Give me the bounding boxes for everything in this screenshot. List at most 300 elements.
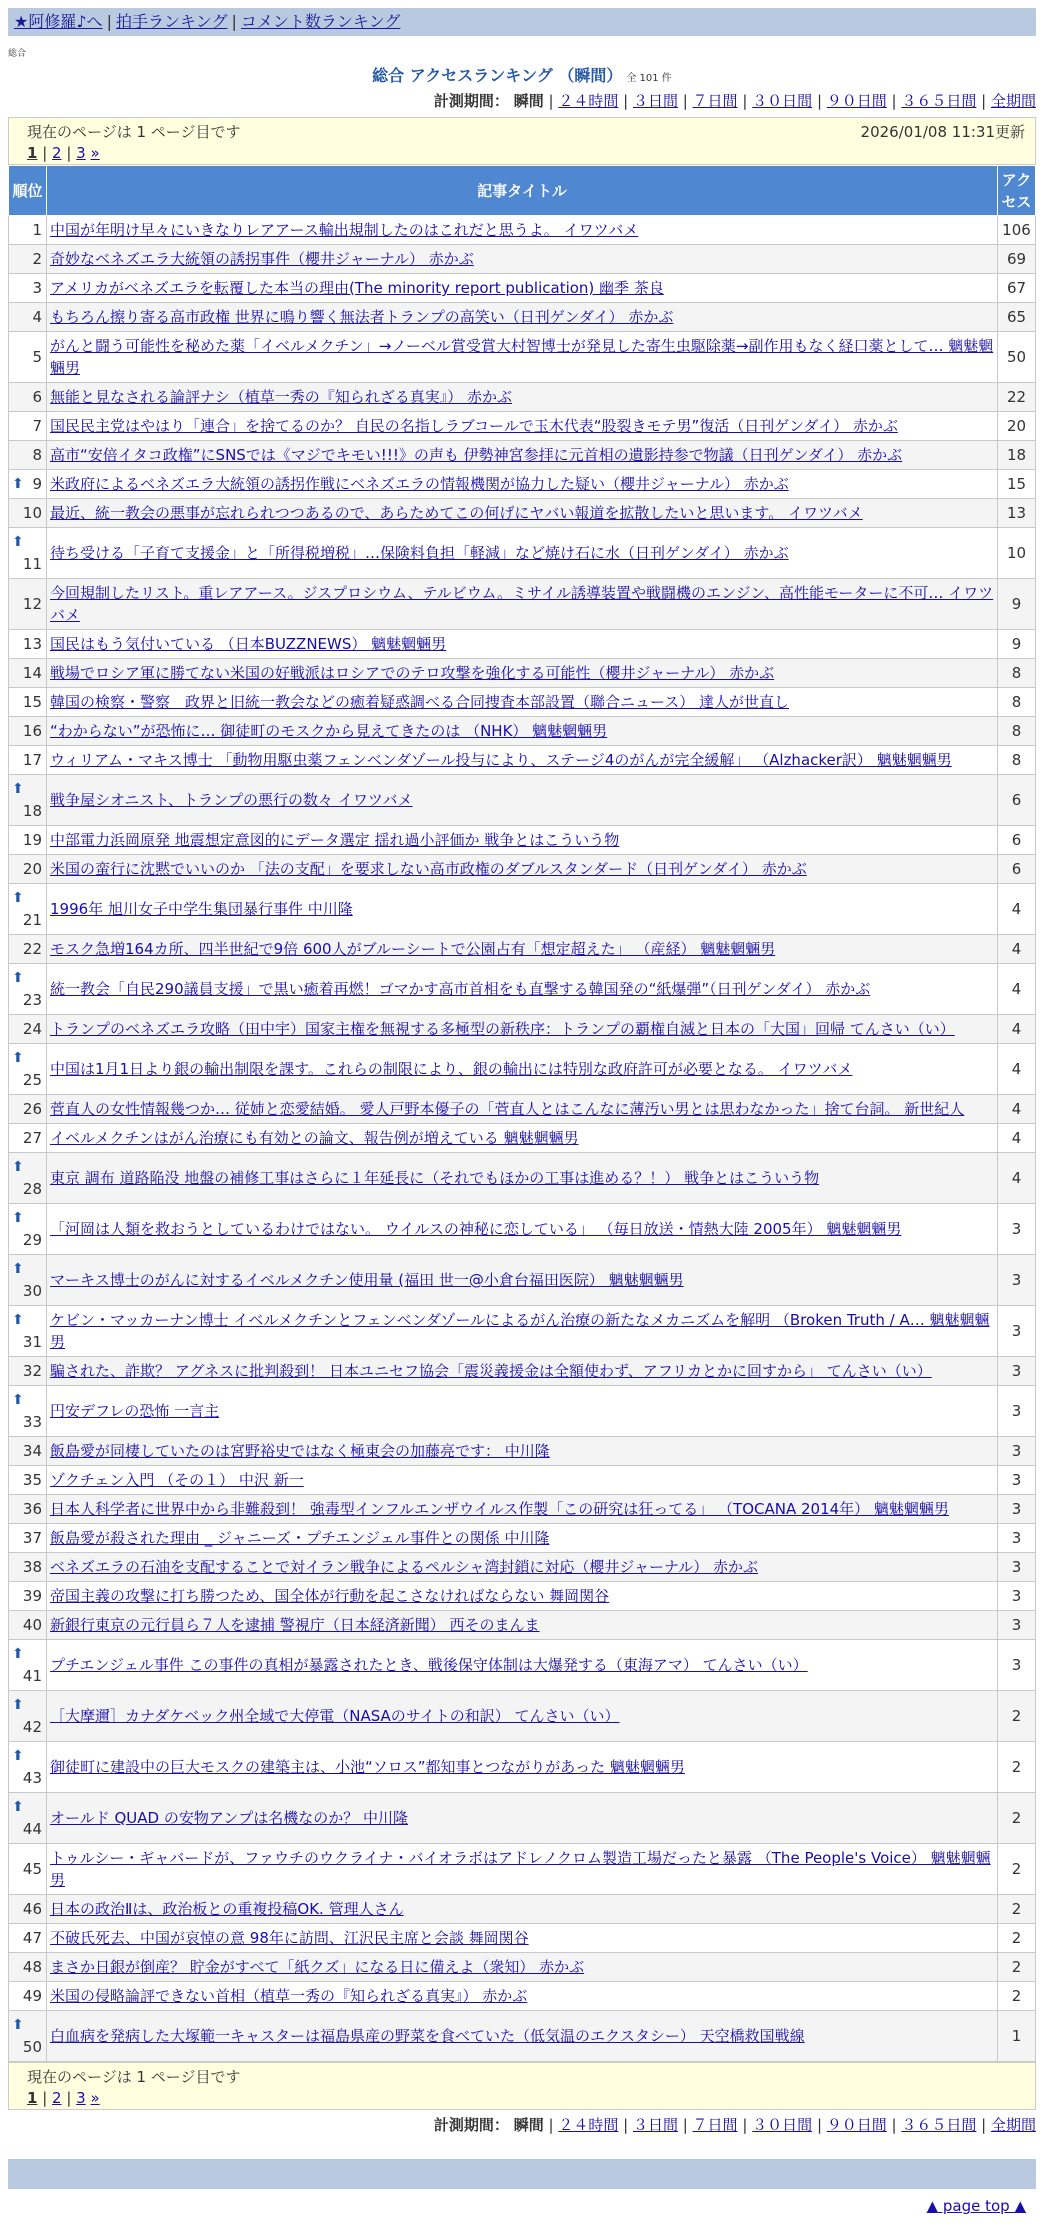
title-cell <box>47 1255 998 1306</box>
rank-cell <box>9 630 47 659</box>
page-separator: | <box>61 2089 77 2107</box>
table-row <box>9 1582 1036 1611</box>
article-link[interactable]: オールド QUAD の安物アンプは名機なのか？ 中川隆 <box>50 1809 409 1827</box>
table-row <box>9 528 1036 579</box>
table-row <box>9 1691 1036 1742</box>
table-row <box>9 1844 1036 1895</box>
title-cell <box>47 1924 998 1953</box>
page-links <box>27 144 1025 162</box>
article-link[interactable]: 日本人科学者に世界中から非難殺到！ 強毒型インフルエンザウイルス作製「この研究は狂ってる」 （TOCANA 2014年） 魑魅魍魎男 <box>50 1500 949 1518</box>
title-cell <box>47 884 998 935</box>
table-row <box>9 659 1036 688</box>
table-row <box>9 412 1036 441</box>
period-link[interactable]: ３６５日間 <box>901 92 977 110</box>
pager-bottom <box>8 2062 1036 2110</box>
article-link[interactable]: 飯島愛が同棲していたのは宮野裕史ではなく極東会の加藤亮です： 中川隆 <box>50 1442 550 1460</box>
table-row <box>9 470 1036 499</box>
article-link[interactable]: 米国の蛮行に沈黙でいいのか 「法の支配」を要求しない高市政権のダブルスタンダード（日刊ゲンダイ） 赤かぶ <box>50 860 807 878</box>
access-count: 9 <box>998 579 1036 630</box>
rank-cell <box>9 245 47 274</box>
article-link[interactable]: 円安デフレの恐怖 一言主 <box>50 1402 220 1420</box>
period-separator: | <box>618 2116 633 2134</box>
table-row <box>9 1153 1036 1204</box>
rank-cell <box>9 884 47 935</box>
article-link[interactable]: 戦争屋シオニスト、トランプの悪行の数々 イワツバメ <box>50 791 413 809</box>
title-cell <box>47 1611 998 1640</box>
article-link[interactable]: 帝国主義の攻撃に打ち勝つため、国全体が行動を起こさなければならない 舞岡関谷 <box>50 1587 610 1605</box>
title-cell <box>47 775 998 826</box>
access-count: 4 <box>998 1153 1036 1204</box>
access-count: 69 <box>998 245 1036 274</box>
article-link[interactable]: 騙された、詐欺？ アグネスに批判殺到！ 日本ユニセフ協会「震災義援金は全額使わず、アフリカとかに回すから」 てんさい（い） <box>50 1362 932 1380</box>
rank-cell <box>9 1640 47 1691</box>
up-arrow-icon: ⬆ <box>12 1392 24 1408</box>
title-cell <box>47 630 998 659</box>
access-count: 50 <box>998 332 1036 383</box>
access-count: 10 <box>998 528 1036 579</box>
page-link[interactable]: 3 <box>76 2089 86 2107</box>
access-count: 2 <box>998 1953 1036 1982</box>
top-nav-bar <box>8 8 1036 36</box>
title-cell <box>47 1015 998 1044</box>
rank-number: 35 <box>22 1471 42 1489</box>
title-cell <box>47 717 998 746</box>
title-cell <box>47 1357 998 1386</box>
period-separator: | <box>976 2116 991 2134</box>
access-count: 2 <box>998 1742 1036 1793</box>
rank-cell <box>9 1437 47 1466</box>
page-separator: | <box>61 144 77 162</box>
title-cell <box>47 412 998 441</box>
rank-cell <box>9 216 47 245</box>
page-link[interactable]: 2 <box>52 144 62 162</box>
table-row <box>9 1386 1036 1437</box>
rank-number: 5 <box>32 348 42 366</box>
access-count: 15 <box>998 470 1036 499</box>
nav-separator: | <box>231 12 237 31</box>
article-link[interactable]: 飯島愛が殺された理由 _ ジャニーズ・プチエンジェル事件との関係 中川隆 <box>50 1529 550 1547</box>
next-page-link[interactable]: » <box>90 2089 100 2107</box>
table-row <box>9 499 1036 528</box>
article-link[interactable]: 高市“安倍イタコ政権”にSNSでは《マジでキモい!!!》の声も 伊勢神宮参拝に元首相の遺影持参で物議（日刊ゲンダイ） 赤かぶ <box>50 446 903 464</box>
rank-cell <box>9 1742 47 1793</box>
period-link[interactable]: ３０日間 <box>752 2116 813 2134</box>
period-separator: | <box>976 92 991 110</box>
title-cell <box>47 383 998 412</box>
title-cell <box>47 826 998 855</box>
access-count: 3 <box>998 1306 1036 1357</box>
period-separator: | <box>548 92 559 110</box>
article-link[interactable]: 中国が年明け早々にいきなりレアアース輸出規制したのはこれだと思うよ。 イワツバメ <box>50 221 639 239</box>
article-link[interactable]: アメリカがベネズエラを転覆した本当の理由(The minority report publication) 幽季 茶良 <box>50 279 664 297</box>
rank-cell <box>9 1844 47 1895</box>
comment-ranking-link[interactable]: コメント数ランキング <box>240 12 401 31</box>
rank-number: 48 <box>22 1958 42 1976</box>
article-link[interactable]: トゥルシー・ギャバードが、ファウチのウクライナ・バイオラボはアドレノクロム製造工場だったと暴露 （The People's Voice） 魑魅魍魎男 <box>50 1849 991 1889</box>
period-link[interactable]: ３０日間 <box>752 92 813 110</box>
rank-number: 38 <box>22 1558 42 1576</box>
title-cell <box>47 1553 998 1582</box>
rank-number: 34 <box>22 1442 42 1460</box>
rank-cell <box>9 1255 47 1306</box>
rank-cell <box>9 1044 47 1095</box>
article-link[interactable]: 新銀行東京の元行員ら７人を逮捕 警視庁（日本経済新聞） 西そのまんま <box>50 1616 540 1634</box>
rank-cell <box>9 579 47 630</box>
table-row <box>9 630 1036 659</box>
rank-cell <box>9 499 47 528</box>
article-link[interactable]: 「河岡は人類を救おうとしているわけではない。 ウイルスの神秘に恋している」 （毎日放送・情熱大陸 2005年） 魑魅魍魎男 <box>50 1220 902 1238</box>
rank-cell <box>9 1204 47 1255</box>
access-count: 6 <box>998 775 1036 826</box>
period-link[interactable]: ２４時間 <box>558 2116 619 2134</box>
rank-number: 30 <box>22 1282 42 1300</box>
rank-cell <box>9 1153 47 1204</box>
table-row <box>9 579 1036 630</box>
title-cell <box>47 1466 998 1495</box>
article-link[interactable]: 中国は1月1日より銀の輸出制限を課す。これらの制限により、銀の輸出には特別な政府許可が必要となる。 イワツバメ <box>50 1060 853 1078</box>
access-count: 8 <box>998 717 1036 746</box>
article-link[interactable]: モスク急増164カ所、四半世紀で9倍 600人がブルーシートで公園占有「想定超えた」 （産経） 魑魅魍魎男 <box>50 940 776 958</box>
ranking-heading <box>8 63 1036 86</box>
title-cell <box>47 855 998 884</box>
period-link[interactable]: ９０日間 <box>826 92 887 110</box>
title-cell <box>47 274 998 303</box>
title-cell <box>47 1640 998 1691</box>
period-link[interactable]: 全期間 <box>990 92 1036 110</box>
access-count: 3 <box>998 1255 1036 1306</box>
rank-number: 14 <box>22 664 42 682</box>
rank-cell <box>9 1015 47 1044</box>
rank-cell <box>9 717 47 746</box>
article-link[interactable]: がんと闘う可能性を秘めた薬「イベルメクチン」→ノーベル賞受賞大村智博士が発見した寄生虫駆除薬→副作用もなく経口薬として… 魑魅魍魎男 <box>50 337 994 377</box>
rank-number: 4 <box>32 308 42 326</box>
access-count: 13 <box>998 499 1036 528</box>
page-title: 総合 アクセスランキング （瞬間） <box>372 66 623 85</box>
rank-cell <box>9 1793 47 1844</box>
rank-cell <box>9 274 47 303</box>
rank-cell <box>9 2011 47 2062</box>
article-link[interactable]: 米政府によるベネズエラ大統領の誘拐作戦にベネズエラの情報機関が協力した疑い（櫻井ジャーナル） 赤かぶ <box>50 475 789 493</box>
article-link[interactable]: 奇妙なベネズエラ大統領の誘拐事件（櫻井ジャーナル） 赤かぶ <box>50 250 474 268</box>
period-link[interactable]: ７日間 <box>692 92 738 110</box>
table-row <box>9 1895 1036 1924</box>
period-selector-bottom <box>8 2114 1036 2135</box>
access-count: 3 <box>998 1611 1036 1640</box>
table-row <box>9 2011 1036 2062</box>
table-row <box>9 1495 1036 1524</box>
title-cell <box>47 1844 998 1895</box>
title-cell <box>47 216 998 245</box>
access-count: 3 <box>998 1524 1036 1553</box>
rank-number: 6 <box>32 388 42 406</box>
rank-number: 20 <box>22 860 42 878</box>
period-separator: | <box>886 2116 902 2134</box>
current-page: 1 <box>27 144 38 162</box>
title-cell <box>47 1793 998 1844</box>
access-count: 4 <box>998 935 1036 964</box>
next-page-link[interactable]: » <box>90 144 100 162</box>
up-arrow-icon: ⬆ <box>12 1159 24 1175</box>
title-cell <box>47 1437 998 1466</box>
rank-number: 37 <box>22 1529 42 1547</box>
article-link[interactable]: 1996年 旭川女子中学生集団暴行事件 中川隆 <box>50 900 353 918</box>
access-count: 8 <box>998 688 1036 717</box>
table-row <box>9 245 1036 274</box>
title-cell <box>47 332 998 383</box>
rank-cell <box>9 826 47 855</box>
rank-number: 40 <box>22 1616 42 1634</box>
access-count: 18 <box>998 441 1036 470</box>
access-count: 4 <box>998 1015 1036 1044</box>
up-arrow-icon: ⬆ <box>12 2017 24 2033</box>
title-cell <box>47 1044 998 1095</box>
page-separator: | <box>37 2089 53 2107</box>
access-count: 3 <box>998 1204 1036 1255</box>
period-separator: | <box>677 2116 693 2134</box>
access-count: 22 <box>998 383 1036 412</box>
period-separator: | <box>548 2116 559 2134</box>
table-row <box>9 1437 1036 1466</box>
access-count: 4 <box>998 964 1036 1015</box>
rank-cell <box>9 470 47 499</box>
rank-number: 16 <box>22 722 42 740</box>
article-link[interactable]: ウィリアム・マキス博士 「動物用駆虫薬フェンベンダゾール投与により、ステージ4のがんが完全緩解」 （Alzhacker訳） 魑魅魍魎男 <box>50 751 952 769</box>
home-link[interactable]: ★阿修羅♪へ <box>14 12 103 31</box>
rank-number: 50 <box>22 2038 42 2056</box>
rank-number: 26 <box>22 1100 42 1118</box>
access-count: 3 <box>998 1437 1036 1466</box>
title-cell <box>47 245 998 274</box>
article-link[interactable]: まさか日銀が倒産？ 貯金がすべて「紙クズ」になる日に備えよ（衆知） 赤かぶ <box>50 1958 585 1976</box>
table-row <box>9 1204 1036 1255</box>
table-row <box>9 1255 1036 1306</box>
access-count: 65 <box>998 303 1036 332</box>
current-page: 1 <box>27 2089 38 2107</box>
period-link[interactable]: 全期間 <box>990 2116 1036 2134</box>
up-arrow-icon: ⬆ <box>12 1210 24 1226</box>
rank-number: 15 <box>22 693 42 711</box>
rank-cell <box>9 528 47 579</box>
rank-number: 43 <box>22 1769 42 1787</box>
period-separator: | <box>618 92 633 110</box>
rank-cell <box>9 1306 47 1357</box>
article-link[interactable]: ケビン・マッカーナン博士 イベルメクチンとフェンベンダゾールによるがん治療の新たなメカニズムを解明 （Broken Truth / A… 魑魅魍魎男 <box>50 1311 990 1351</box>
rank-number: 2 <box>32 250 42 268</box>
rank-number: 33 <box>22 1413 42 1431</box>
rank-number: 32 <box>22 1362 42 1380</box>
rank-number: 47 <box>22 1929 42 1947</box>
article-link[interactable]: 待ち受ける「子育て支援金」と「所得税増税」…保険料負担「軽減」など焼け石に水（日刊ゲンダイ） 赤かぶ <box>50 544 789 562</box>
page-separator: | <box>37 144 53 162</box>
rank-cell <box>9 1582 47 1611</box>
article-link[interactable]: 御徒町に建設中の巨大モスクの建築主は、小池“ソロス”都知事とつながりがあった 魑魅魍魎男 <box>50 1758 685 1776</box>
article-link[interactable]: 最近、統一教会の悪事が忘れられつつあるので、あらためてこの何げにヤバい報道を拡散したいと思います。 イワツバメ <box>50 504 863 522</box>
rank-cell <box>9 1386 47 1437</box>
access-count: 3 <box>998 1386 1036 1437</box>
title-cell <box>47 1582 998 1611</box>
article-link[interactable]: 白血病を発病した大塚範一キャスターは福島県産の野菜を食べていた（低気温のエクスタシー） 天空橋救国戦線 <box>50 2027 805 2045</box>
access-count: 2 <box>998 1924 1036 1953</box>
access-count: 4 <box>998 1095 1036 1124</box>
article-link[interactable]: 無能と見なされる論評ナシ（植草一秀の『知られざる真実』） 赤かぶ <box>50 388 512 406</box>
page-link[interactable]: 3 <box>76 144 86 162</box>
article-link[interactable]: ［大摩邇］カナダケベック州全域で大停電（NASAのサイトの和訳） てんさい（い） <box>50 1707 620 1725</box>
access-count: 9 <box>998 630 1036 659</box>
title-cell <box>47 1095 998 1124</box>
access-count: 4 <box>998 884 1036 935</box>
article-link[interactable]: 米国の侵略論評できない首相（植草一秀の『知られざる真実』） 赤かぶ <box>50 1987 528 2005</box>
rank-cell <box>9 1124 47 1153</box>
rank-number: 39 <box>22 1587 42 1605</box>
rank-number: 9 <box>32 475 42 493</box>
article-link[interactable]: ベネズエラの石油を支配することで対イラン戦争によるペルシャ湾封鎖に対応（櫻井ジャーナル） 赤かぶ <box>50 1558 759 1576</box>
article-link[interactable]: トランプのベネズエラ攻略（田中宇）国家主権を無視する多極型の新秩序：トランプの覇権自滅と日本の「大国」回帰 てんさい（い） <box>50 1020 955 1038</box>
article-link[interactable]: “わからない”が恐怖に… 御徒町のモスクから見えてきたのは （NHK） 魑魅魍魎男 <box>50 722 608 740</box>
table-row <box>9 274 1036 303</box>
table-row <box>9 1924 1036 1953</box>
article-link[interactable]: 韓国の検察・警察 政界と旧統一教会などの癒着疑惑調べる合同捜査本部設置（聯合ニュース） 達人が世直し <box>50 693 790 711</box>
period-link[interactable]: ３６５日間 <box>901 2116 977 2134</box>
rank-cell <box>9 659 47 688</box>
article-link[interactable]: 国民民主党はやはり「連合」を捨てるのか？ 自民の名指しラブコールで玉木代表“股裂きモテ男”復活（日刊ゲンダイ） 赤かぶ <box>50 417 898 435</box>
header-rank: 順位 <box>9 166 47 216</box>
title-cell <box>47 1306 998 1357</box>
nav-separator: | <box>106 12 112 31</box>
access-count: 3 <box>998 1582 1036 1611</box>
table-row <box>9 1044 1036 1095</box>
title-cell <box>47 303 998 332</box>
table-row <box>9 1953 1036 1982</box>
article-link[interactable]: 統一教会「自民290議員支援」で黒い癒着再燃！ゴマかす高市首相をも直撃する韓国発の“紙爆弾”（日刊ゲンダイ） 赤かぶ <box>50 980 871 998</box>
title-cell <box>47 1386 998 1437</box>
title-cell <box>47 688 998 717</box>
table-row <box>9 1095 1036 1124</box>
article-link[interactable]: 不破氏死去、中国が哀悼の意 98年に訪問、江沢民主席と会談 舞岡関谷 <box>50 1929 529 1947</box>
access-count: 20 <box>998 412 1036 441</box>
access-count: 3 <box>998 1357 1036 1386</box>
table-row <box>9 1742 1036 1793</box>
article-link[interactable]: イベルメクチンはがん治療にも有効との論文、報告例が増えている 魑魅魍魎男 <box>50 1129 579 1147</box>
period-link[interactable]: ２４時間 <box>558 92 619 110</box>
access-count: 4 <box>998 1044 1036 1095</box>
table-row <box>9 826 1036 855</box>
page-link[interactable]: 2 <box>52 2089 62 2107</box>
period-current: 瞬間 <box>513 2116 544 2134</box>
rank-number: 42 <box>22 1718 42 1736</box>
article-link[interactable]: プチエンジェル事件 この事件の真相が暴露されたとき、戦後保守体制は大爆発する（東海アマ） てんさい（い） <box>50 1656 808 1674</box>
rank-number: 27 <box>22 1129 42 1147</box>
header-access: アクセス <box>998 166 1036 216</box>
updated-time: 2026/01/08 11:31更新 <box>860 123 1025 141</box>
title-cell <box>47 746 998 775</box>
table-row <box>9 441 1036 470</box>
period-separator: | <box>886 92 902 110</box>
title-cell <box>47 528 998 579</box>
table-row <box>9 216 1036 245</box>
table-row <box>9 775 1036 826</box>
article-link[interactable]: マーキス博士のがんに対するイベルメクチン使用量 (福田 世一@小倉台福田医院） 魑魅魍魎男 <box>50 1271 684 1289</box>
up-arrow-icon: ⬆ <box>12 781 24 797</box>
access-count: 1 <box>998 2011 1036 2062</box>
rank-number: 10 <box>22 504 42 522</box>
period-links <box>549 2116 1037 2134</box>
period-selector-top <box>8 90 1036 111</box>
rank-number: 3 <box>32 279 42 297</box>
article-link[interactable]: 菅直人の女性情報幾つか… 従姉と恋愛結婚。 愛人戸野本優子の「菅直人とはこんなに薄汚い男とは思わなかった」捨て台詞。 新世紀人 <box>50 1100 965 1118</box>
rank-cell <box>9 964 47 1015</box>
rank-cell <box>9 1611 47 1640</box>
rank-number: 11 <box>22 555 42 573</box>
rank-cell <box>9 855 47 884</box>
access-count: 6 <box>998 826 1036 855</box>
rank-cell <box>9 1953 47 1982</box>
page-status: 現在のページは 1 ページ目です <box>27 2068 241 2086</box>
period-link[interactable]: ９０日間 <box>826 2116 887 2134</box>
table-row <box>9 303 1036 332</box>
title-cell <box>47 579 998 630</box>
up-arrow-icon: ⬆ <box>12 1748 24 1764</box>
period-link[interactable]: ７日間 <box>692 2116 738 2134</box>
rank-number: 8 <box>32 446 42 464</box>
up-arrow-icon: ⬆ <box>12 476 24 492</box>
period-links <box>549 92 1037 110</box>
rank-number: 44 <box>22 1820 42 1838</box>
table-row <box>9 935 1036 964</box>
table-row <box>9 1611 1036 1640</box>
access-count: 3 <box>998 1553 1036 1582</box>
title-cell <box>47 470 998 499</box>
period-link[interactable]: ３日間 <box>632 92 678 110</box>
table-row <box>9 1524 1036 1553</box>
rank-number: 19 <box>22 831 42 849</box>
period-separator: | <box>812 92 827 110</box>
article-link[interactable]: もちろん擦り寄る高市政権 世界に鳴り響く無法者トランプの高笑い（日刊ゲンダイ） 赤かぶ <box>50 308 674 326</box>
article-link[interactable]: 東京 調布 道路陥没 地盤の補修工事はさらに１年延長に（それでもほかの工事は進める？！） 戦争とはこういう物 <box>50 1169 820 1187</box>
article-link[interactable]: 戦場でロシア軍に勝てない米国の好戦派はロシアでのテロ攻撃を強化する可能性（櫻井ジャーナル） 赤かぶ <box>50 664 775 682</box>
access-count: 3 <box>998 1640 1036 1691</box>
article-link[interactable]: 日本の政治Ⅱは、政治板との重複投稿OK. 管理人さん <box>50 1900 404 1918</box>
table-row <box>9 1124 1036 1153</box>
rank-number: 17 <box>22 751 42 769</box>
up-arrow-icon: ⬆ <box>12 1050 24 1066</box>
table-row <box>9 332 1036 383</box>
article-link[interactable]: ゾクチェン入門 （その１） 中沢 新一 <box>50 1471 304 1489</box>
up-arrow-icon: ⬆ <box>12 970 24 986</box>
page-top-link[interactable]: ▲ page top ▲ <box>926 2197 1026 2215</box>
title-cell <box>47 441 998 470</box>
rank-cell <box>9 1924 47 1953</box>
rank-cell <box>9 383 47 412</box>
period-link[interactable]: ３日間 <box>632 2116 678 2134</box>
period-separator: | <box>737 92 753 110</box>
rank-number: 12 <box>22 595 42 613</box>
clap-ranking-link[interactable]: 拍手ランキング <box>115 12 228 31</box>
title-cell <box>47 659 998 688</box>
up-arrow-icon: ⬆ <box>12 890 24 906</box>
rank-cell <box>9 1691 47 1742</box>
title-cell <box>47 1982 998 2011</box>
table-row <box>9 1015 1036 1044</box>
access-count: 2 <box>998 1793 1036 1844</box>
article-link[interactable]: 国民はもう気付いている （日本BUZZNEWS） 魑魅魍魎男 <box>50 635 447 653</box>
article-link[interactable]: 中部電力浜岡原発 地震想定意図的にデータ選定 揺れ過小評価か 戦争とはこういう物 <box>50 831 620 849</box>
rank-cell <box>9 1357 47 1386</box>
rank-cell <box>9 746 47 775</box>
rank-number: 49 <box>22 1987 42 2005</box>
rank-number: 13 <box>22 635 42 653</box>
rank-cell <box>9 303 47 332</box>
article-link[interactable]: 今回規制したリスト。重レアアース。ジスプロシウム、テルビウム。ミサイル誘導装置や戦闘機のエンジン、高性能モーターに不可… イワツバメ <box>50 584 994 624</box>
